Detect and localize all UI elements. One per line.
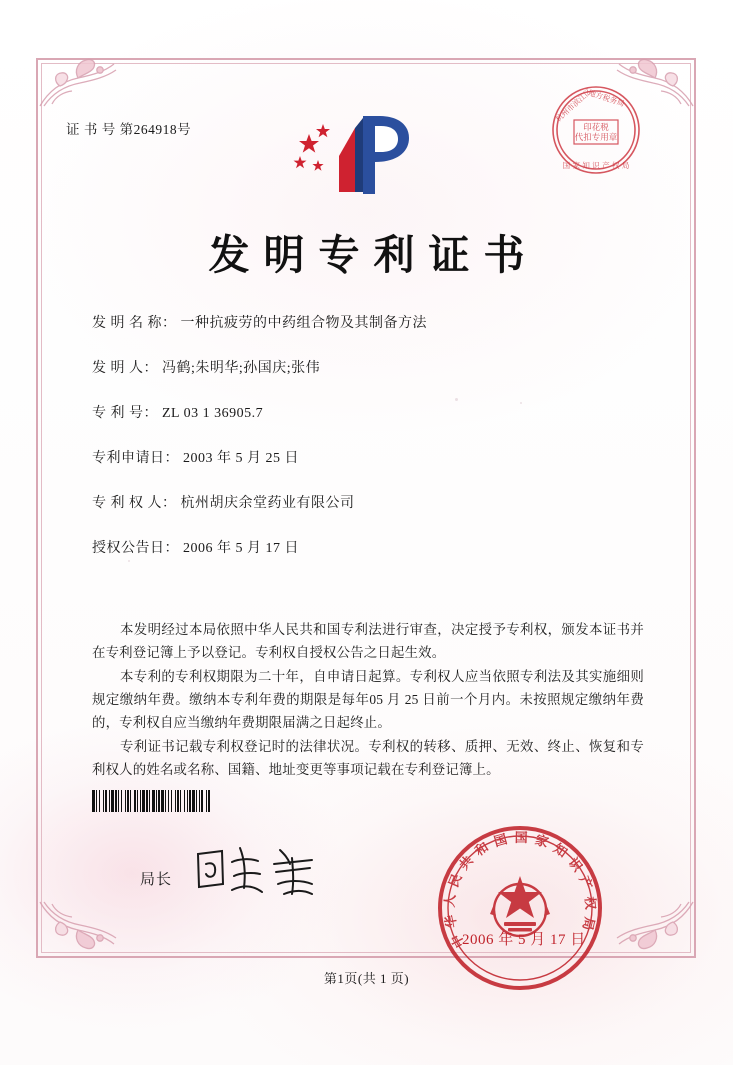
svg-text:和: 和 [472,839,492,860]
field-inventors [92,357,652,377]
page-title: 发明专利证书 [208,231,539,279]
svg-text:识: 识 [564,855,585,875]
svg-text:局: 局 [578,915,597,932]
field-value: 一种抗疲劳的中药组合物及其制备方法 [180,316,427,331]
svg-text:权: 权 [581,896,598,911]
svg-text:产: 产 [575,874,595,892]
svg-text:代扣专用章: 代扣专用章 [574,133,618,143]
certificate-fields [92,312,652,582]
svg-text:民: 民 [446,871,466,890]
svg-text:国 家 知 识 产 权 局: 国 家 知 识 产 权 局 [562,161,630,170]
field-label: 发 明 人： [92,361,158,376]
svg-text:国: 国 [514,830,528,847]
svg-text:印花税: 印花税 [583,123,609,133]
svg-text:知: 知 [550,841,570,861]
field-label: 专 利 号： [92,406,158,421]
field-value: 2006 年 5 月 17 日 [183,541,299,556]
field-label: 发 明 名 称： [92,316,177,331]
svg-text:共: 共 [456,853,477,874]
field-value: 2003 年 5 月 25 日 [183,451,299,466]
svg-text:国: 国 [492,832,510,851]
body-paragraph: 本发明经过本局依照中华人民共和国专利法进行审查，决定授予专利权，颁发本证书并在专利登记簿上予以登记。专利权自授权公告之日起生效。 [92,622,644,660]
field-grant-announcement-date [92,537,652,557]
certificate-body [92,618,644,782]
svg-text:地方税务局: 地方税务局 [587,88,626,109]
body-paragraph: 专利证书记载专利权登记时的法律状况。专利权的转移、质押、无效、终止、恢复和专利权人的姓名或名称、国籍、地址变更等事项记载在专利登记簿上。 [92,739,644,777]
field-label: 专利申请日： [92,451,179,466]
patent-logo-icon [285,112,435,198]
svg-text:华: 华 [443,913,461,930]
field-invention-title [92,312,652,332]
svg-text:杭州市滨江区: 杭州市滨江区 [553,86,594,124]
field-value: 冯鹤;朱明华;孙国庆;张伟 [162,361,321,376]
svg-text:中: 中 [448,931,469,950]
field-patentee [92,492,652,512]
director-signature-icon [188,840,328,902]
field-value: 杭州胡庆余堂药业有限公司 [180,496,355,511]
body-paragraph: 本专利的专利权期限为二十年，自申请日起算。专利权人应当依照专利法及其实施细则规定缴纳年费。缴纳本专利年费的期限是每年05 月 25 日前一个月内。未按照规定缴纳年费的，专利权自应当缴纳年费期限届满之日起终止。 [92,669,644,730]
tax-stamp-icon [548,82,644,178]
svg-text:人: 人 [442,893,460,908]
field-label: 专 利 权 人： [92,496,177,511]
page-footer: 第1页(共 1 页) [323,971,410,986]
field-application-date [92,447,652,467]
barcode [92,790,364,812]
svg-text:家: 家 [532,832,550,852]
field-value: ZL 03 1 36905.7 [162,406,264,421]
field-patent-number [92,402,652,422]
certificate-number: 证 书 号 第264918号 [66,122,192,137]
field-label: 授权公告日： [92,541,179,556]
director-label: 局长 [140,872,173,888]
seal-date: 2006 年 5 月 17 日 [462,932,586,948]
